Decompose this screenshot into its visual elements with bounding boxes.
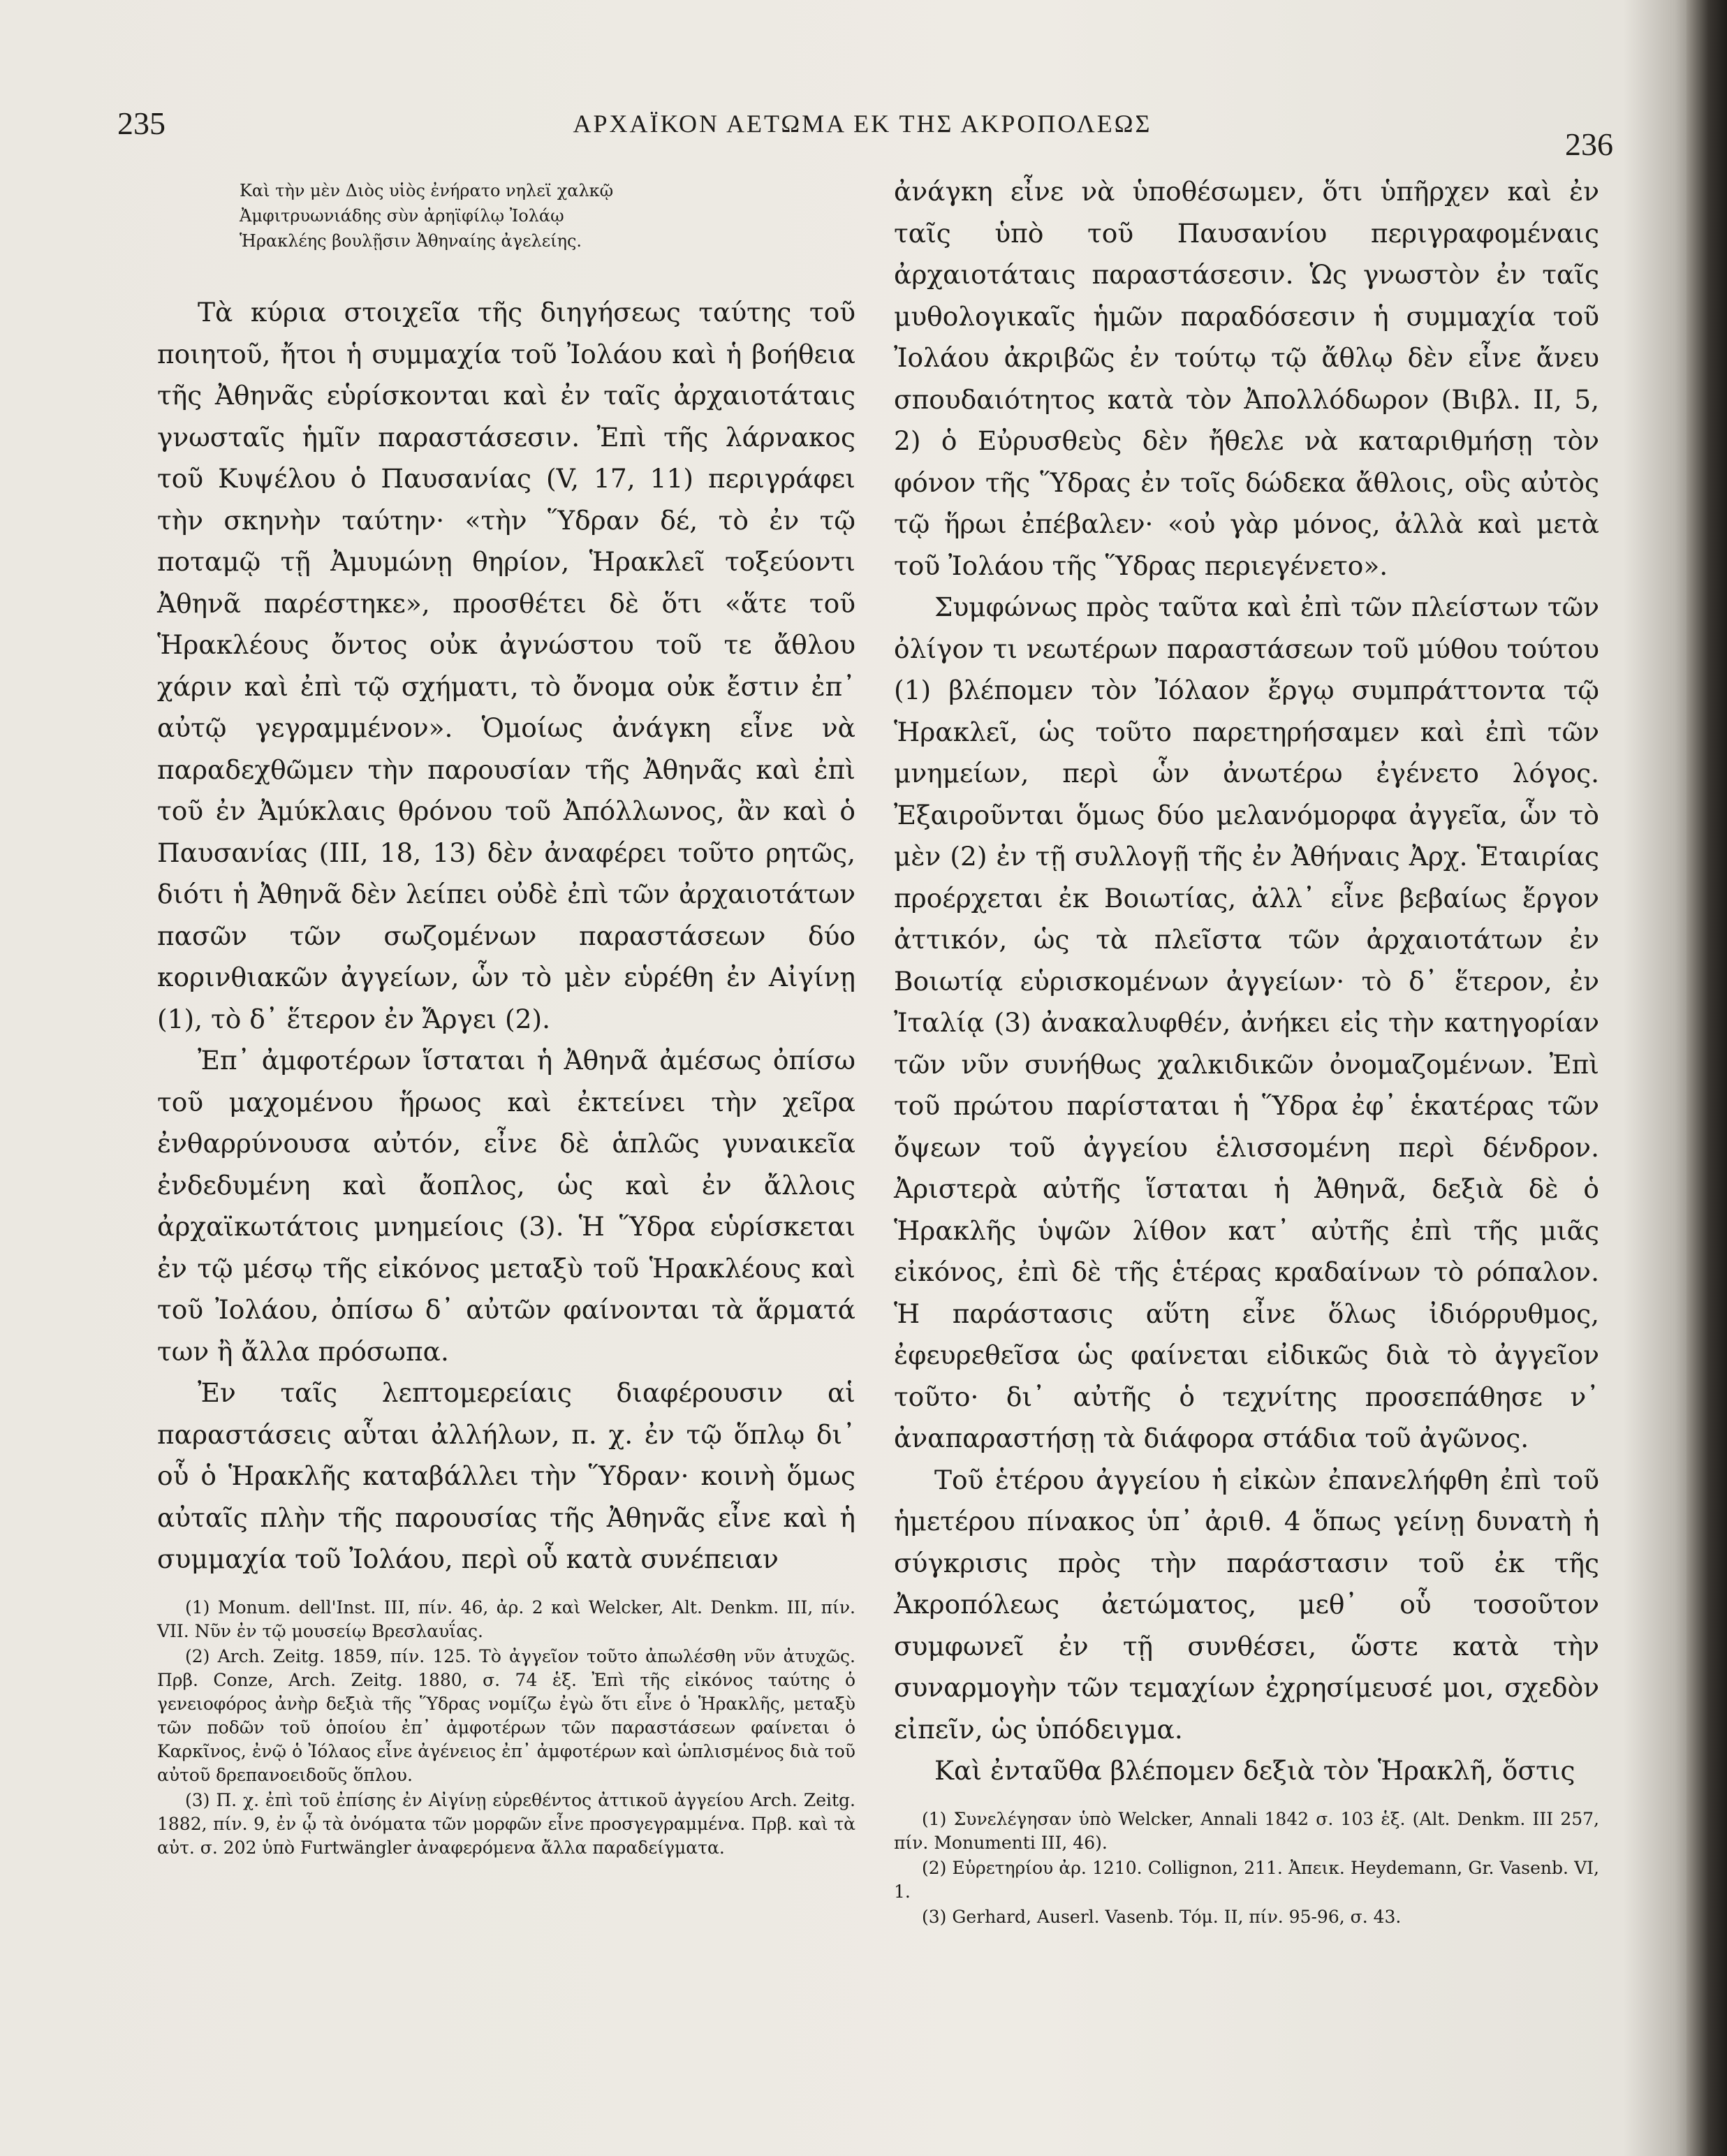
body-paragraph: Ἐπ᾽ ἀμφοτέρων ἵσταται ἡ Ἀθηνᾶ ἀμέσως ὀπίσω τοῦ μαχομένου ἥρωος καὶ ἐκτείνει τὴν χεῖρα ἐνθαρρύνουσα αὐτόν, εἶνε δὲ ἁπλῶς γυναικεῖα ἐνδεδυμένη καὶ ἄοπλος, ὡς καὶ ἐν ἄλλοις ἀρχαϊκωτάτοις μνημείοις (3). Ἡ Ὕδρα εὑρίσκεται ἐν τῷ μέσῳ τῆς εἰκόνος μεταξὺ τοῦ Ἡρακλέους καὶ τοῦ Ἰολάου, ὀπίσω δ᾽ αὐτῶν φαίνονται τὰ ἅρματά των ἢ ἄλλα πρόσωπα. [157,1045,855,1367]
footnote: (2) Εὑρετηρίου ἀρ. 1210. Collignon, 211. Ἀπεικ. Heydemann, Gr. Vasenb. VI, 1. [894,1857,1599,1902]
body-paragraph: Συμφώνως πρὸς ταῦτα καὶ ἐπὶ τῶν πλείστων τῶν ὀλίγον τι νεωτέρων παραστάσεων τοῦ μύθου τούτου (1) βλέπομεν τὸν Ἰόλαον ἔργῳ συμπράττοντα τῷ Ἡρακλεῖ, ὡς τοῦτο παρετηρήσαμεν καὶ ἐπὶ τῶν μνημείων, περὶ ὧν ἀνωτέρω ἐγένετο λόγος. Ἐξαιροῦνται ὅμως δύο μελανόμορφα ἀγγεῖα, ὧν τὸ μὲν (2) ἐν τῇ συλλογῇ τῆς ἐν Ἀθήναις Ἀρχ. Ἑταιρίας προέρχεται ἐκ Βοιωτίας, ἀλλ᾽ εἶνε βεβαίως ἔργον ἀττικόν, ὡς τὰ πλεῖστα τῶν ἀρχαιοτάτων ἐν Βοιωτίᾳ εὑρισκομένων ἀγγείων· τὸ δ᾽ ἕτερον, ἐν Ἰταλίᾳ (3) ἀνακαλυφθέν, ἀνήκει εἰς τὴν κατηγορίαν τῶν νῦν συνήθως χαλκιδικῶν ὀνομαζομένων. Ἐπὶ τοῦ πρώτου παρίσταται ἡ Ὕδρα ἐφ᾽ ἑκατέρας τῶν ὄψεων τοῦ ἀγγείου ἑλισσομένη περὶ δένδρον. Ἀριστερὰ αὐτῆς ἵσταται ἡ Ἀθηνᾶ, δεξιὰ δὲ ὁ Ἡρακλῆς ὑψῶν λίθον κατ᾽ αὐτῆς ἐπὶ τῆς μιᾶς εἰκόνος, ἐπὶ δὲ τῆς ἑτέρας κραδαίνων τὸ ρόπαλον. Ἡ παράστασις αὕτη εἶνε ὅλως ἰδιόρρυθμος, ἐφευρεθεῖσα ὡς φαίνεται εἰδικῶς διὰ τὸ ἀγγεῖον τοῦτο· δι᾽ αὐτῆς ὁ τεχνίτης προσεπάθησε ν᾽ ἀναπαραστήσῃ τὰ διάφορα στάδια τοῦ ἀγῶνος. [894,592,1599,1453]
left-page-number: 235 [117,105,166,141]
footnote: (3) Π. χ. ἐπὶ τοῦ ἐπίσης ἐν Αἰγίνῃ εὑρεθέντος ἀττικοῦ ἀγγείου Arch. Zeitg. 1882, πίν. 9, ἐν ᾧ τὰ ὀνόματα τῶν μορφῶν εἶνε προσγεγραμμένα. Πρβ. καὶ τὰ αὐτ. σ. 202 ὑπὸ Furtwängler ἀναφερόμενα ἄλλα παραδείγματα. [157,1789,855,1858]
body-paragraph: Τοῦ ἑτέρου ἀγγείου ἡ εἰκὼν ἐπανελήφθη ἐπὶ τοῦ ἡμετέρου πίνακος ὑπ᾽ ἀριθ. 4 ὅπως γείνῃ δυνατὴ ἡ σύγκρισις πρὸς τὴν παράστασιν τοῦ ἐκ τῆς Ἀκροπόλεως ἀετώματος, μεθ᾽ οὗ τοσοῦτον συμφωνεῖ ἐν τῇ συνθέσει, ὥστε κατὰ τὴν συναρμογὴν τῶν τεμαχίων ἐχρησίμευσέ μοι, σχεδὸν εἰπεῖν, ὡς ὑπόδειγμα. [894,1464,1599,1745]
right-page-number: 236 [1565,126,1613,162]
body-paragraph: Καὶ ἐνταῦθα βλέπομεν δεξιὰ τὸν Ἡρακλῆ, ὅστις [934,1755,1575,1786]
left-footnotes [157,1596,855,1860]
footnote: (2) Arch. Zeitg. 1859, πίν. 125. Τὸ ἀγγεῖον τοῦτο ἀπωλέσθη νῦν ἀτυχῶς. Πρβ. Conze, Arch. Zeitg. 1880, σ. 74 ἑξ. Ἐπὶ τῆς εἰκόνος ταύτης ὁ γενειοφόρος ἀνὴρ δεξιὰ τῆς Ὕδρας νομίζω ἐγὼ ὅτι εἶνε ὁ Ἡρακλῆς, μεταξὺ τῶν ποδῶν τοῦ ὁποίου ἐπ᾽ ἀμφοτέρων τῶν παραστάσεων φαίνεται ὁ Καρκῖνος, ἐνῷ ὁ Ἰόλαος εἶνε ἀγένειος ἐπ᾽ ἀμφοτέρων καὶ ὡπλισμένος διὰ τοῦ αὐτοῦ δρεπανοειδοῦς ὅπλου. [157,1645,855,1785]
verse-line: Καὶ τὴν μὲν Διὸς υἱὸς ἐνήρατο νηλεϊ χαλκῷ [240,181,614,200]
body-paragraph: Τὰ κύρια στοιχεῖα τῆς διηγήσεως ταύτης τοῦ ποιητοῦ, ἤτοι ἡ συμμαχία τοῦ Ἰολάου καὶ ἡ βοήθεια τῆς Ἀθηνᾶς εὑρίσκονται καὶ ἐν ταῖς ἀρχαιοτάταις γνωσταῖς ἡμῖν παραστάσεσιν. Ἐπὶ τῆς λάρνακος τοῦ Κυψέλου ὁ Παυσανίας (V, 17, 11) περιγράφει τὴν σκηνὴν ταύτην· «τὴν Ὕδραν δέ, τὸ ἐν τῷ ποταμῷ τῇ Ἀμυμώνῃ θηρίον, Ἡρακλεῖ τοξεύοντι Ἀθηνᾶ παρέστηκε», προσθέτει δὲ ὅτι «ἅτε τοῦ Ἡρακλέους ὄντος οὐκ ἀγνώστου τοῦ τε ἄθλου χάριν καὶ ἐπὶ τῷ σχήματι, τὸ ὄνομα οὐκ ἔστιν ἐπ᾽ αὐτῷ γεγραμμένον». Ὁμοίως ἀνάγκη εἶνε νὰ παραδεχθῶμεν τὴν παρουσίαν τῆς Ἀθηνᾶς καὶ ἐπὶ τοῦ ἐν Ἀμύκλαις θρόνου τοῦ Ἀπόλλωνος, ἂν καὶ ὁ Παυσανίας (III, 18, 13) δὲν ἀναφέρει τοῦτο ρητῶς, διότι ἡ Ἀθηνᾶ δὲν λείπει οὐδὲ ἐπὶ τῶν ἀρχαιοτάτων πασῶν τῶν σωζομένων παραστάσεων δύο κορινθιακῶν ἀγγείων, ὧν τὸ μὲν εὑρέθη ἐν Αἰγίνῃ (1), τὸ δ᾽ ἕτερον ἐν Ἄργει (2). [157,297,855,1034]
running-title: ΑΡΧΑΪΚΟΝ ΑΕΤΩΜΑ ΕΚ ΤΗΣ ΑΚΡΟΠΟΛΕΩΣ [573,110,1152,138]
left-column [157,178,855,1861]
footnote: (1) Monum. dell'Inst. III, πίν. 46, ἀρ. 2 καὶ Welcker, Alt. Denkm. III, πίν. VII. Νῦν ἐν τῷ μουσείῳ Βρεσλαυΐας. [157,1597,855,1641]
body-paragraph: ἀνάγκη εἶνε νὰ ὑποθέσωμεν, ὅτι ὑπῆρχεν καὶ ἐν ταῖς ὑπὸ τοῦ Παυσανίου περιγραφομέναις ἀρχαιοτάταις παραστάσεσιν. Ὡς γνωστὸν ἐν ταῖς μυθολογικαῖς ἡμῶν παραδόσεσιν ἡ συμμαχία τοῦ Ἰολάου ἀκριβῶς ἐν τούτῳ τῷ ἄθλῳ δὲν εἶνε ἄνευ σπουδαιότητος κατὰ τὸν Ἀπολλόδωρον (Βιβλ. II, 5, 2) ὁ Εὐρυσθεὺς δὲν ἤθελε νὰ καταριθμήσῃ τὸν φόνον τῆς Ὕδρας ἐν τοῖς δώδεκα ἄθλοις, οὓς αὐτὸς τῷ ἥρωι ἐπέβαλεν· «οὐ γὰρ μόνος, ἀλλὰ καὶ μετὰ τοῦ Ἰολάου τῆς Ὕδρας περιεγένετο». [894,176,1599,581]
right-footnotes [894,1807,1599,1929]
body-paragraph: Ἐν ταῖς λεπτομερείαις διαφέρουσιν αἱ παραστάσεις αὗται ἀλλήλων, π. χ. ἐν τῷ ὅπλῳ δι᾽ οὗ ὁ Ἡρακλῆς καταβάλλει τὴν Ὕδραν· κοινὴ ὅμως αὐταῖς πλὴν τῆς παρουσίας τῆς Ἀθηνᾶς εἶνε καὶ ἡ συμμαχία τοῦ Ἰολάου, περὶ οὗ κατὰ συνέπειαν [157,1377,855,1574]
book-gutter-shadow [1686,0,1727,2156]
verse-line: Ἡρακλέης βουλῇσιν Ἀθηναίης ἀγελείης. [240,231,582,251]
right-body-text [894,171,1599,1792]
verse-line: Ἀμφιτρυωνιάδης σὺν ἀρηϊφίλῳ Ἰολάῳ [240,206,564,226]
left-body-text [157,292,855,1581]
running-header [112,105,1613,161]
right-column [894,171,1599,1930]
footnote: (3) Gerhard, Auserl. Vasenb. Τόμ. II, πίν. 95-96, σ. 43. [922,1906,1402,1927]
footnote: (1) Συνελέγησαν ὑπὸ Welcker, Annali 1842 σ. 103 ἑξ. (Alt. Denkm. III 257, πίν. Monumenti III, 46). [894,1808,1599,1853]
epigraph-verse [240,178,855,254]
